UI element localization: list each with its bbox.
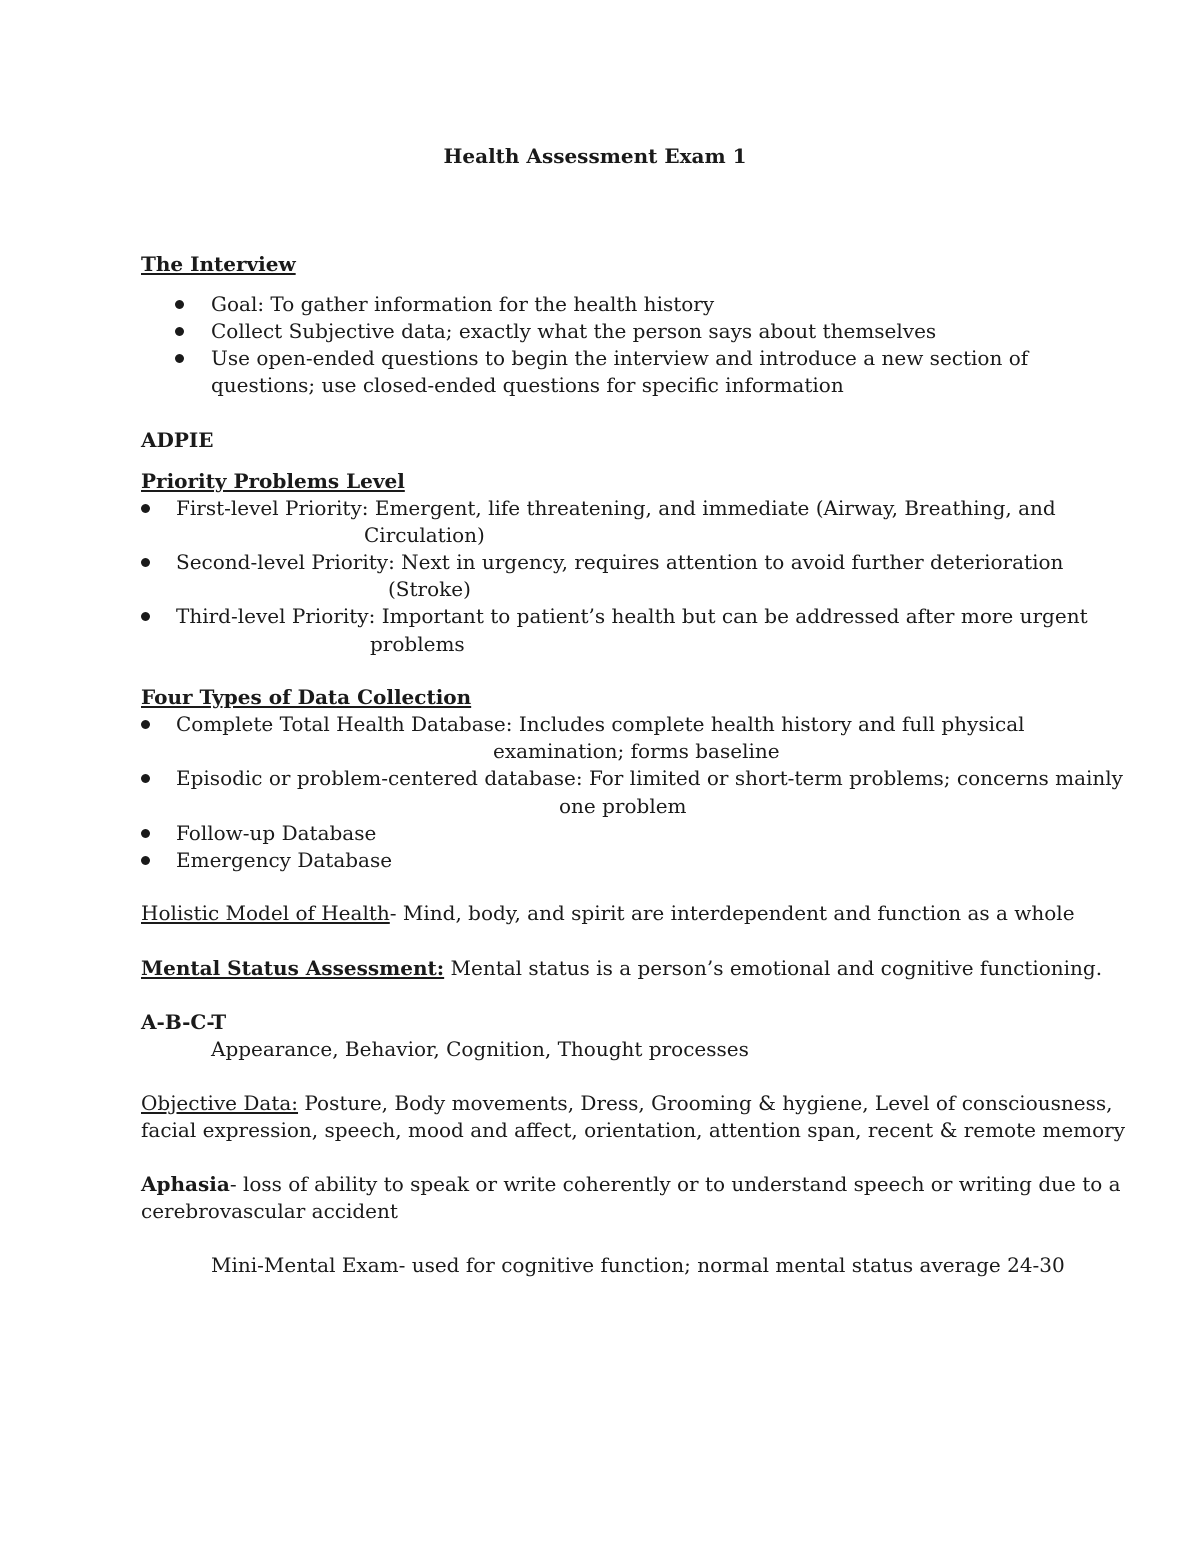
list-item: First-level Priority: Emergent, life threatening, and immediate (Airway, Breathing, and xyxy=(176,496,1056,520)
objective-line1: Posture, Body movements, Dress, Grooming & hygiene, Level of consciousness, xyxy=(298,1091,1113,1115)
bullet-icon xyxy=(141,829,150,838)
objective-paragraph xyxy=(141,1090,1112,1117)
objective-line2: facial expression, speech, mood and affect, orientation, attention span, recent & remote memory xyxy=(141,1118,1126,1142)
list-item-continuation: one problem xyxy=(559,794,687,818)
holistic-definition: - Mind, body, and spirit are interdependent and function as a whole xyxy=(389,901,1075,925)
list-item-continuation: Circulation) xyxy=(364,523,485,547)
list-item: Episodic or problem-centered database: For limited or short-term problems; concerns mainly xyxy=(176,766,1123,790)
list-item: Second-level Priority: Next in urgency, requires attention to avoid further deterioration xyxy=(176,550,1064,574)
list-item: Emergency Database xyxy=(176,848,393,872)
list-item-continuation: questions; use closed-ended questions for specific information xyxy=(211,373,844,397)
bullet-icon xyxy=(141,504,150,513)
section-heading-adpie: ADPIE xyxy=(141,428,214,452)
list-item: Goal: To gather information for the health history xyxy=(211,292,715,316)
mental-status-paragraph xyxy=(141,955,1102,982)
list-item: Collect Subjective data; exactly what the person says about themselves xyxy=(211,319,937,343)
list-item-continuation: (Stroke) xyxy=(388,577,471,601)
section-heading-data-collection: Four Types of Data Collection xyxy=(141,685,472,709)
aphasia-paragraph xyxy=(141,1171,1121,1198)
mental-status-term: Mental Status Assessment: xyxy=(141,956,445,980)
list-item-continuation: problems xyxy=(370,632,465,656)
aphasia-line2: cerebrovascular accident xyxy=(141,1199,398,1223)
list-item-continuation: examination; forms baseline xyxy=(493,739,780,763)
section-heading-priority: Priority Problems Level xyxy=(141,469,405,493)
bullet-icon xyxy=(175,327,184,336)
objective-term: Objective Data: xyxy=(141,1091,299,1115)
bullet-icon xyxy=(175,354,184,363)
bullet-icon xyxy=(175,300,184,309)
mini-mental-text: Mini-Mental Exam- used for cognitive function; normal mental status average 24-30 xyxy=(211,1253,1065,1277)
bullet-icon xyxy=(141,774,150,783)
abct-text: Appearance, Behavior, Cognition, Thought processes xyxy=(211,1037,749,1061)
holistic-paragraph xyxy=(141,900,1075,927)
bullet-icon xyxy=(141,612,150,621)
bullet-icon xyxy=(141,558,150,567)
section-heading-interview: The Interview xyxy=(141,252,296,276)
bullet-icon xyxy=(141,856,150,865)
list-item: Follow-up Database xyxy=(176,821,377,845)
aphasia-term: Aphasia xyxy=(141,1172,230,1196)
list-item: Use open-ended questions to begin the interview and introduce a new section of xyxy=(211,346,1029,370)
list-item: Third-level Priority: Important to patient’s health but can be addressed after more urgent xyxy=(176,604,1088,628)
list-item: Complete Total Health Database: Includes complete health history and full physical xyxy=(176,712,1025,736)
bullet-icon xyxy=(141,720,150,729)
holistic-term: Holistic Model of Health xyxy=(141,901,390,925)
section-heading-abct: A-B-C-T xyxy=(141,1010,227,1034)
aphasia-line1: - loss of ability to speak or write coherently or to understand speech or writing due to a xyxy=(229,1172,1121,1196)
mental-status-definition: Mental status is a person’s emotional and cognitive functioning. xyxy=(444,956,1103,980)
page-title: Health Assessment Exam 1 xyxy=(443,144,747,168)
